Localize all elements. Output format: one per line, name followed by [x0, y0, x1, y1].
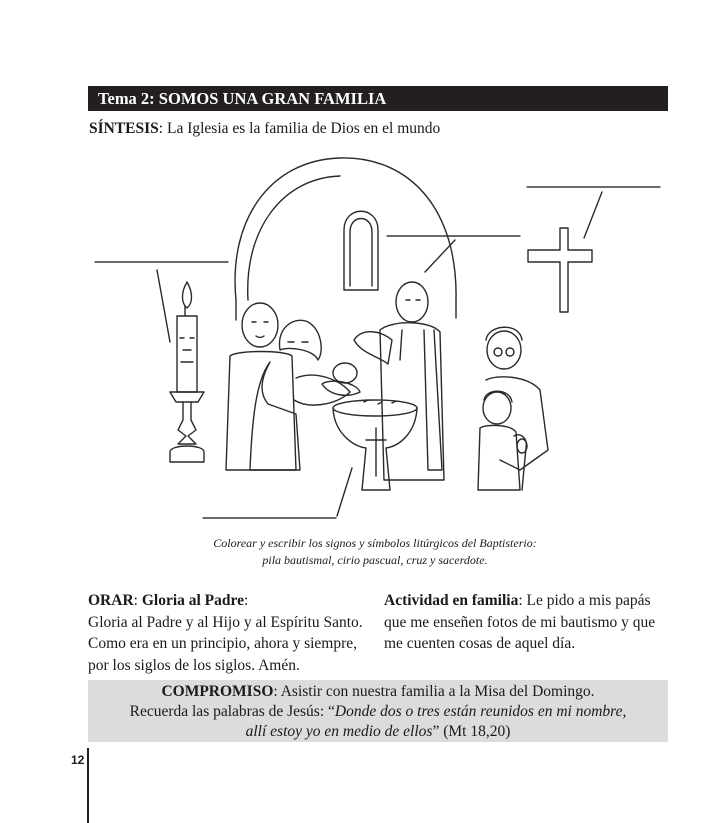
- figure-mother: [250, 320, 350, 470]
- prayer-text: Gloria al Padre y al Hijo y al Espíritu Santo. Como era en un principio, ahora y siempre, por los siglos de los siglos. Amén.: [88, 613, 363, 674]
- caption-line-1: Colorear y escribir los signos y símbolos litúrgicos del Baptisterio:: [213, 536, 537, 550]
- page-number: 12: [71, 753, 85, 767]
- prayer-colon: :: [244, 592, 249, 609]
- commitment-quote-part2: allí estoy yo en medio de ellos: [245, 723, 433, 740]
- family-activity-text: : Le pido a mis papás que me enseñen fotos de mi bautismo y que me cuenten cosas de aquel día.: [384, 592, 656, 652]
- arch-window: [344, 211, 378, 290]
- figure-baby: [322, 363, 360, 395]
- prayer-title: Gloria al Padre: [141, 592, 245, 609]
- pointer-font: [337, 468, 352, 516]
- prayer-label: ORAR: [88, 592, 134, 609]
- commitment-line: [88, 682, 668, 702]
- page-margin-rule: [87, 748, 89, 823]
- commitment-label: COMPROMISO: [161, 683, 274, 700]
- family-activity-label: Actividad en familia: [384, 592, 519, 609]
- prayer-section: [88, 590, 378, 676]
- pointer-cross: [584, 192, 602, 238]
- commitment-quote-line-2: [88, 722, 668, 742]
- prayer-separator: :: [133, 592, 142, 609]
- caption-line-2: pila bautismal, cirio pascual, cruz y sacerdote.: [262, 553, 488, 567]
- commitment-quote-part1: Donde dos o tres están reunidos en mi nombre,: [334, 703, 627, 720]
- figure-child: [478, 391, 527, 490]
- commitment-recall: Recuerda las palabras de Jesús: “: [129, 703, 335, 720]
- figure-priest: [354, 282, 444, 480]
- pointer-candle: [157, 270, 170, 342]
- paschal-candle: [170, 282, 204, 462]
- synthesis-label: SÍNTESIS: [89, 120, 159, 137]
- illustration-caption: [160, 535, 590, 569]
- arch-outline: [235, 158, 456, 320]
- topic-title: Tema 2: SOMOS UNA GRAN FAMILIA: [98, 89, 387, 108]
- synthesis-text: : La Iglesia es la familia de Dios en el mundo: [158, 120, 441, 137]
- baptismal-font: [333, 400, 417, 490]
- commitment-text: : Asistir con nuestra familia a la Misa del Domingo.: [273, 683, 595, 700]
- cross-symbol: [528, 228, 592, 312]
- family-activity-section: [384, 590, 674, 655]
- commitment-reference: ” (Mt 18,20): [432, 723, 511, 740]
- commitment-quote-line: [88, 702, 668, 722]
- commitment-box: [88, 680, 668, 742]
